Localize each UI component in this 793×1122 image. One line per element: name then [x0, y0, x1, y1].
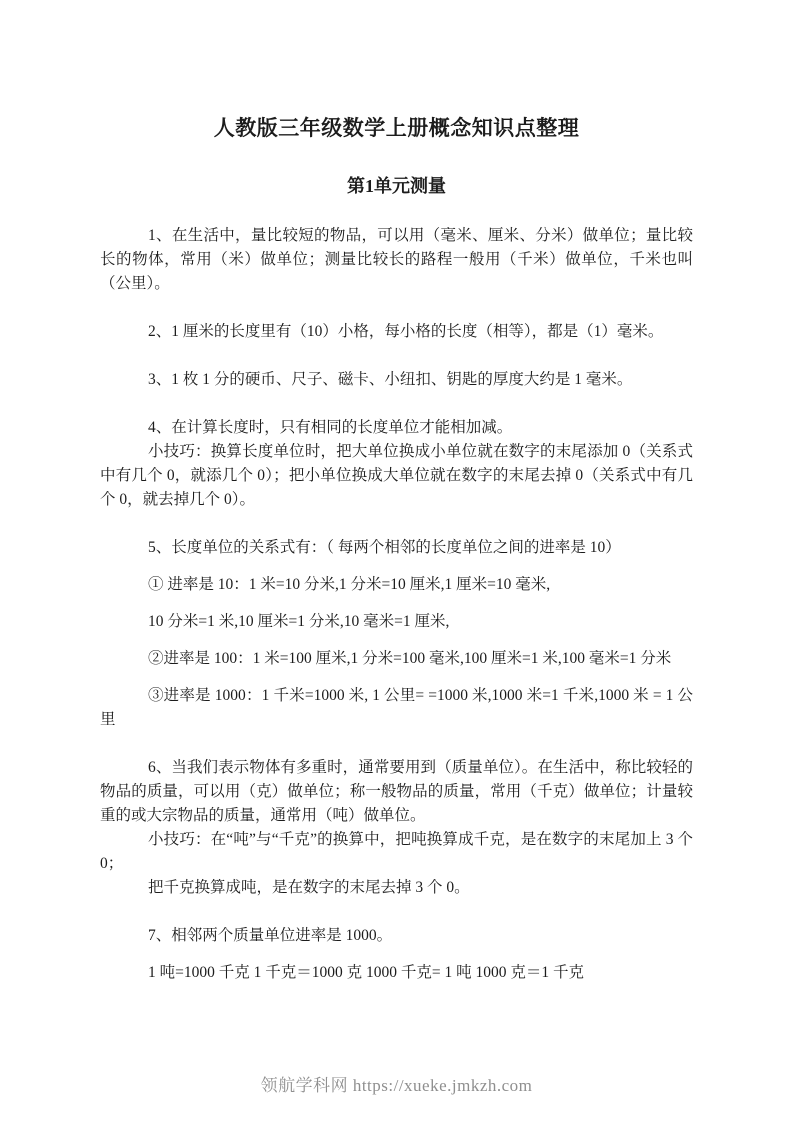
- watermark-footer: [0, 1071, 793, 1096]
- paragraph-item-6: 6、当我们表示物体有多重时，通常要用到（质量单位）。在生活中，称比较轻的物品的质量，可以用（克）做单位；称一般物品的质量，常用（千克）做单位；计量较重的或大宗物品的质量，通常用（吨）做单位。: [100, 759, 693, 824]
- paragraph-rate-100: ②进率是 100：1 米=100 厘米,1 分米=100 毫米,100 厘米=1 米,100 毫米=1 分米: [148, 650, 672, 667]
- paragraph-rate-10-reverse: 10 分米=1 米,10 厘米=1 分米,10 毫米=1 厘米,: [148, 613, 450, 630]
- paragraph-rate-10: ① 进率是 10：1 米=10 分米,1 分米=10 厘米,1 厘米=10 毫米,: [148, 576, 551, 593]
- paragraph-item-2: 2、1 厘米的长度里有（10）小格，每小格的长度（相等），都是（1）毫米。: [148, 323, 664, 340]
- document-title: 人教版三年级数学上册概念知识点整理: [213, 116, 580, 140]
- paragraph-item-4-tip: 小技巧：换算长度单位时，把大单位换成小单位就在数字的末尾添加 0（关系式中有几个 0，就添几个 0）；把小单位换成大单位就在数字的末尾去掉 0（关系式中有几个 0，就去掉几个 0）。: [100, 443, 693, 508]
- paragraph-item-3: 3、1 枚 1 分的硬币、尺子、磁卡、小纽扣、钥匙的厚度大约是 1 毫米。: [148, 371, 633, 388]
- paragraph-item-7: 7、相邻两个质量单位进率是 1000。: [148, 927, 393, 944]
- paragraph-item-4: 4、在计算长度时，只有相同的长度单位才能相加减。: [148, 419, 513, 436]
- document-body: [100, 224, 693, 985]
- section-title: 第1单元测量: [347, 176, 446, 196]
- paragraph-item-6-tip: 小技巧：在“吨”与“千克”的换算中，把吨换算成千克，是在数字的末尾加上 3 个 0；: [100, 831, 693, 872]
- watermark-text: 领航学科网 https://xueke.jmkzh.com: [260, 1076, 533, 1095]
- paragraph-item-1: 1、在生活中，量比较短的物品，可以用（毫米、厘米、分米）做单位；量比较长的物体，常用（米）做单位；测量比较长的路程一般用（千米）做单位，千米也叫（公里）。: [100, 227, 693, 292]
- paragraph-mass-conversions: 1 吨=1000 千克 1 千克＝1000 克 1000 千克= 1 吨 1000 克＝1 千克: [148, 964, 584, 981]
- paragraph-item-5: 5、长度单位的关系式有：（ 每两个相邻的长度单位之间的进率是 10）: [148, 539, 621, 556]
- paragraph-rate-1000: ③进率是 1000：1 千米=1000 米, 1 公里= =1000 米,1000 米=1 千米,1000 米 = 1 公里: [100, 687, 693, 728]
- paragraph-item-6-tip-2: 把千克换算成吨，是在数字的末尾去掉 3 个 0。: [148, 879, 470, 896]
